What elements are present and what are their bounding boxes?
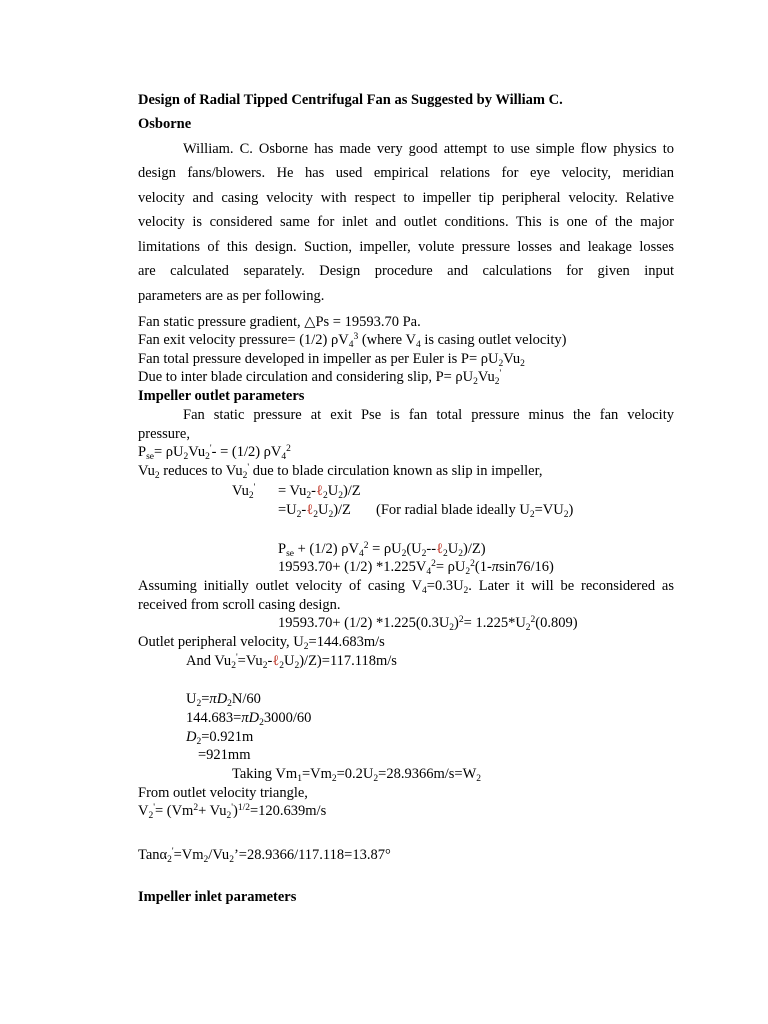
eq-exit-velocity: Fan exit velocity pressure= (1/2) $\rho V_4^3$ (where $V_4$ is casing outlet velocity) (138, 332, 567, 350)
v2-equation: $V_2'= (Vm^2+ Vu_2')^{1/2}=120.639m/s$ (138, 803, 327, 821)
d2-value-m: $D_2=0.921m$ (186, 729, 254, 747)
eq-pse: $P_{se}= \rho U_2Vu_2'- = (1/2)$ $\rho V_4^2$ (138, 444, 291, 462)
eq-u2-radial-note: (For radial blade ideally $U_2=VU_2$) (376, 502, 574, 520)
slip-text: $Vu_2$ reduces to $Vu_2'$ due to blade circulation known as slip in impeller, (138, 463, 543, 481)
eq-numeric-2: 19593.70+ (1/2) $*1.225(0.3U_2)^2= 1.225*U_2^2(0.809)$ (278, 615, 578, 633)
outlet-para-line1: Fan static pressure at exit Pse is fan total pressure minus the fan velocity (183, 407, 674, 423)
heading-impeller-outlet: Impeller outlet parameters (138, 388, 305, 404)
eq-static-pressure: Fan static pressure gradient, △Ps = 19593.70 Pa. (138, 314, 421, 330)
eq-slip: Due to inter blade circulation and considering slip, $P= \rho U_2Vu_2'$ (138, 369, 502, 387)
doc-title-line2: Osborne (138, 116, 192, 132)
from-velocity-triangle: From outlet velocity triangle, (138, 785, 308, 801)
eq-u2-radial: $=U_2-\ell_2U_2)/Z$ (278, 502, 351, 520)
intro-line-4: velocity is considered same for inlet and outlet conditions. This is one of the major (138, 214, 674, 230)
intro-line-3: velocity and casing velocity with respect to impeller tip peripheral velocity. Relative (138, 190, 674, 206)
u2-numeric: $144.683=\pi D_23000/60$ (186, 710, 312, 728)
eq-pse-balance: $P_{se} + (1/2) \rho V_4^2$ = $\rho U_2(U_2--\ell_2U_2)/Z$) (278, 541, 486, 559)
eq-vu2-lhs: $Vu_2'$ (232, 483, 256, 501)
tan-alpha: $Tan\alpha_2'=Vm_2/Vu_2’=28.9366/117.118=13.87^\circ$ (138, 847, 391, 865)
eq-total-pressure: Fan total pressure developed in impeller as per Euler is $P= \rho U_2Vu_2$ (138, 351, 525, 369)
d2-value-mm: =921mm (198, 747, 251, 763)
assume-line-2: received from scroll casing design. (138, 597, 341, 613)
doc-title-line1: Design of Radial Tipped Centrifugal Fan as Suggested by William C. (138, 92, 563, 108)
eq-vu2-rhs: = $Vu_2-\ell_2U_2)/Z$ (278, 483, 361, 501)
intro-line-1: William. C. Osborne has made very good attempt to use simple flow physics to (183, 141, 674, 157)
taking-vm: Taking $Vm_1=Vm_2=0.2U_2=28.9366m/s=W_2$ (232, 766, 482, 784)
outlet-peripheral-velocity: Outlet peripheral velocity, $U_2=144.683m/s$ (138, 634, 385, 652)
heading-impeller-inlet: Impeller inlet parameters (138, 889, 297, 905)
outlet-para-line2: pressure, (138, 426, 190, 442)
intro-line-5: limitations of this design. Suction, impeller, volute pressure losses and leakage losses (138, 239, 674, 255)
eq-numeric-1: 19593.70+ (1/2) $*1.225V_4^2= \rho U_2^2(1-\pi\sin 76/16)$ (278, 559, 554, 577)
intro-line-7: parameters are as per following. (138, 288, 325, 304)
intro-line-6: are calculated separately. Design procedure and calculations for given input (138, 263, 674, 279)
u2-equation: $U_2=\pi D_2N/60$ (186, 691, 261, 709)
and-vu2: And $Vu_2'=Vu_2-\ell_2U_2)/Z)=117.118m/s$ (186, 653, 397, 671)
intro-line-2: design fans/blowers. He has used empirical relations for eye velocity, meridian (138, 165, 674, 181)
assume-line-1: Assuming initially outlet velocity of casing $V_4=0.3U_2$. Later it will be reconsidered as (138, 578, 674, 596)
